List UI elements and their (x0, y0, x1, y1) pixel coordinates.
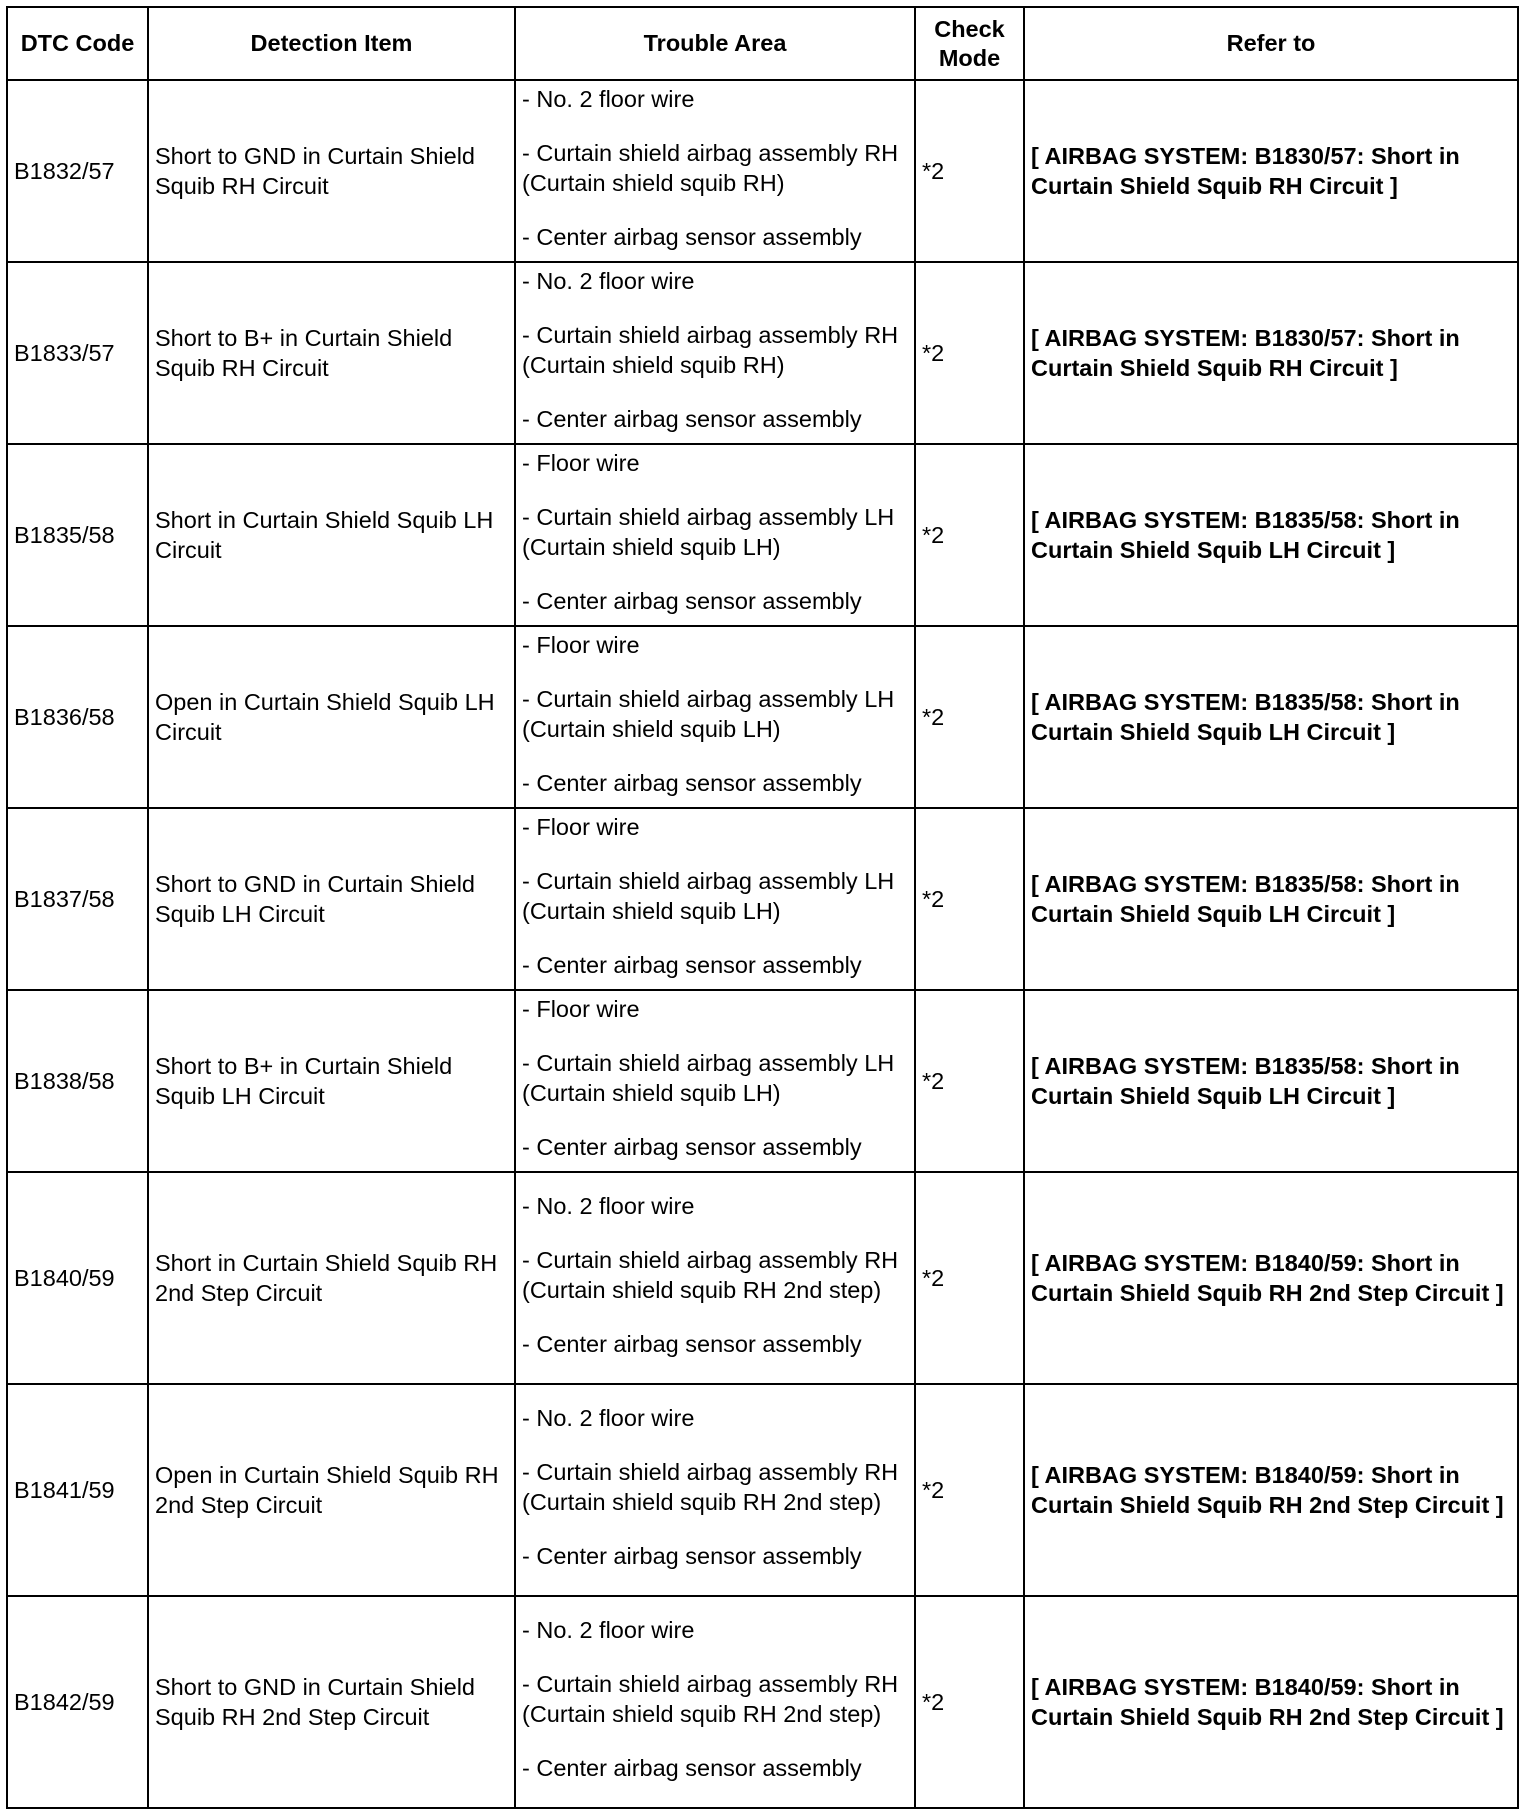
trouble-area-item: - Curtain shield airbag assembly LH (Curtain shield squib LH) (522, 504, 895, 560)
check-mode-cell: *2 (915, 990, 1024, 1172)
header-dtc-code: DTC Code (7, 7, 148, 80)
trouble-area-item: - Curtain shield airbag assembly LH (Curtain shield squib LH) (522, 686, 895, 742)
header-row (7, 7, 1518, 80)
trouble-area-item: - Center airbag sensor assembly (522, 224, 862, 250)
trouble-area-item: - No. 2 floor wire (522, 268, 695, 294)
trouble-area-item: - Curtain shield airbag assembly RH (Curtain shield squib RH 2nd step) (522, 1459, 899, 1515)
trouble-area-item: - Center airbag sensor assembly (522, 1543, 862, 1569)
detection-item-cell: Short to GND in Curtain Shield Squib RH 2nd Step Circuit (148, 1596, 515, 1808)
header-check-mode (915, 7, 1024, 80)
check-mode-cell: *2 (915, 1172, 1024, 1384)
table-row (7, 626, 1518, 808)
dtc-code-cell: B1837/58 (7, 808, 148, 990)
trouble-area-item: - Curtain shield airbag assembly LH (Curtain shield squib LH) (522, 868, 895, 924)
detection-item-cell: Short in Curtain Shield Squib RH 2nd Step Circuit (148, 1172, 515, 1384)
detection-item-cell: Open in Curtain Shield Squib LH Circuit (148, 626, 515, 808)
trouble-area-item: - No. 2 floor wire (522, 1617, 695, 1643)
trouble-area-cell (515, 990, 915, 1172)
trouble-area-cell (515, 262, 915, 444)
header-refer-to: Refer to (1024, 7, 1518, 80)
refer-to-link: [ AIRBAG SYSTEM: B1835/58: Short in Curtain Shield Squib LH Circuit ] (1024, 990, 1518, 1172)
trouble-area-item: - Curtain shield airbag assembly RH (Curtain shield squib RH 2nd step) (522, 1671, 899, 1727)
trouble-area-item: - Center airbag sensor assembly (522, 406, 862, 432)
table-row (7, 80, 1518, 262)
refer-to-link: [ AIRBAG SYSTEM: B1835/58: Short in Curtain Shield Squib LH Circuit ] (1024, 626, 1518, 808)
trouble-area-cell (515, 1596, 915, 1808)
check-mode-cell: *2 (915, 444, 1024, 626)
refer-to-link: [ AIRBAG SYSTEM: B1830/57: Short in Curtain Shield Squib RH Circuit ] (1024, 80, 1518, 262)
dtc-code-cell: B1832/57 (7, 80, 148, 262)
dtc-code-cell: B1842/59 (7, 1596, 148, 1808)
trouble-area-item: - Center airbag sensor assembly (522, 1134, 862, 1160)
trouble-area-item: - Floor wire (522, 814, 640, 840)
detection-item-cell: Short to GND in Curtain Shield Squib LH Circuit (148, 808, 515, 990)
trouble-area-item: - Center airbag sensor assembly (522, 1331, 862, 1357)
trouble-area-item: - Curtain shield airbag assembly RH (Curtain shield squib RH 2nd step) (522, 1247, 899, 1303)
dtc-code-cell: B1840/59 (7, 1172, 148, 1384)
detection-item-cell: Short to B+ in Curtain Shield Squib RH Circuit (148, 262, 515, 444)
trouble-area-item: - Center airbag sensor assembly (522, 1755, 862, 1781)
dtc-table (6, 6, 1519, 1809)
table-row (7, 990, 1518, 1172)
trouble-area-cell (515, 1172, 915, 1384)
trouble-area-item: - Curtain shield airbag assembly RH (Curtain shield squib RH) (522, 140, 899, 196)
table-row (7, 444, 1518, 626)
trouble-area-item: - No. 2 floor wire (522, 86, 695, 112)
dtc-code-cell: B1833/57 (7, 262, 148, 444)
trouble-area-item: - No. 2 floor wire (522, 1405, 695, 1431)
refer-to-link: [ AIRBAG SYSTEM: B1840/59: Short in Curtain Shield Squib RH 2nd Step Circuit ] (1024, 1172, 1518, 1384)
trouble-area-cell (515, 1384, 915, 1596)
trouble-area-cell (515, 626, 915, 808)
table-row (7, 808, 1518, 990)
header-trouble-area: Trouble Area (515, 7, 915, 80)
header-detection-item: Detection Item (148, 7, 515, 80)
trouble-area-item: - No. 2 floor wire (522, 1193, 695, 1219)
refer-to-link: [ AIRBAG SYSTEM: B1830/57: Short in Curtain Shield Squib RH Circuit ] (1024, 262, 1518, 444)
trouble-area-item: - Curtain shield airbag assembly LH (Curtain shield squib LH) (522, 1050, 895, 1106)
check-mode-cell: *2 (915, 80, 1024, 262)
refer-to-link: [ AIRBAG SYSTEM: B1840/59: Short in Curtain Shield Squib RH 2nd Step Circuit ] (1024, 1596, 1518, 1808)
refer-to-link: [ AIRBAG SYSTEM: B1840/59: Short in Curtain Shield Squib RH 2nd Step Circuit ] (1024, 1384, 1518, 1596)
trouble-area-item: - Floor wire (522, 450, 640, 476)
check-mode-cell: *2 (915, 808, 1024, 990)
trouble-area-item: - Curtain shield airbag assembly RH (Curtain shield squib RH) (522, 322, 899, 378)
table-row (7, 1596, 1518, 1808)
dtc-code-cell: B1836/58 (7, 626, 148, 808)
trouble-area-item: - Center airbag sensor assembly (522, 588, 862, 614)
check-mode-cell: *2 (915, 1596, 1024, 1808)
detection-item-cell: Open in Curtain Shield Squib RH 2nd Step Circuit (148, 1384, 515, 1596)
dtc-code-cell: B1841/59 (7, 1384, 148, 1596)
trouble-area-cell (515, 444, 915, 626)
trouble-area-item: - Center airbag sensor assembly (522, 770, 862, 796)
table-row (7, 262, 1518, 444)
detection-item-cell: Short to GND in Curtain Shield Squib RH Circuit (148, 80, 515, 262)
header-check-mode-line1: Check (934, 15, 1005, 42)
header-check-mode-line2: Mode (938, 44, 1001, 71)
table-row (7, 1172, 1518, 1384)
check-mode-cell: *2 (915, 1384, 1024, 1596)
dtc-code-cell: B1838/58 (7, 990, 148, 1172)
trouble-area-cell (515, 808, 915, 990)
table-row (7, 1384, 1518, 1596)
check-mode-cell: *2 (915, 262, 1024, 444)
check-mode-cell: *2 (915, 626, 1024, 808)
trouble-area-item: - Center airbag sensor assembly (522, 952, 862, 978)
trouble-area-item: - Floor wire (522, 632, 640, 658)
detection-item-cell: Short to B+ in Curtain Shield Squib LH Circuit (148, 990, 515, 1172)
refer-to-link: [ AIRBAG SYSTEM: B1835/58: Short in Curtain Shield Squib LH Circuit ] (1024, 808, 1518, 990)
detection-item-cell: Short in Curtain Shield Squib LH Circuit (148, 444, 515, 626)
trouble-area-cell (515, 80, 915, 262)
refer-to-link: [ AIRBAG SYSTEM: B1835/58: Short in Curtain Shield Squib LH Circuit ] (1024, 444, 1518, 626)
dtc-code-cell: B1835/58 (7, 444, 148, 626)
trouble-area-item: - Floor wire (522, 996, 640, 1022)
